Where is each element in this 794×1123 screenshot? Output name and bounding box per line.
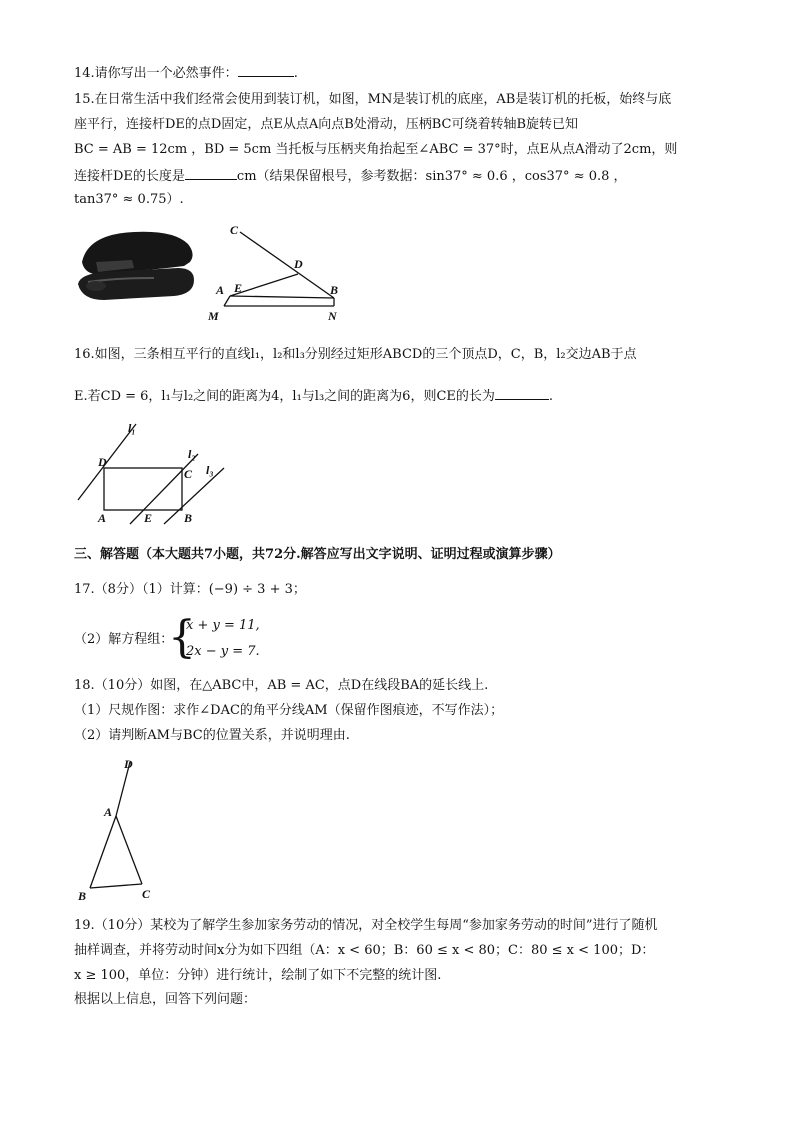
q19-line-2: 抽样调查，并将劳动时间x分为如下四组（A：x < 60；B：60 ≤ x < 80；C：80 ≤ x < 100；D： bbox=[74, 943, 655, 958]
q18-label-C: C bbox=[142, 887, 151, 901]
q18-label-D: D bbox=[124, 757, 133, 771]
q15-figure bbox=[200, 222, 360, 326]
q19-line-4: 根据以上信息，回答下列问题： bbox=[74, 992, 257, 1007]
q16-text-2a: E.若CD = 6，l₁与l₂之间的距离为4，l₁与l₃之间的距离为6，则CE的长为 bbox=[74, 389, 495, 404]
q15-label-A: A bbox=[216, 283, 225, 297]
q16-text-2b: . bbox=[548, 389, 554, 404]
q15-line-5: tan37° ≈ 0.75）. bbox=[74, 192, 184, 207]
q14-end: . bbox=[293, 66, 298, 81]
q16-answer-blank[interactable] bbox=[495, 385, 549, 400]
q17-eq1: x + y = 11, bbox=[186, 618, 260, 633]
q16-figure bbox=[74, 418, 234, 530]
q16-label-l2: l₂ bbox=[188, 447, 196, 461]
q15-answer-blank[interactable] bbox=[185, 165, 237, 180]
q15-label-E: E bbox=[234, 281, 243, 295]
q17-eq2: 2x − y = 7. bbox=[186, 644, 260, 659]
q15-label-D: D bbox=[294, 257, 303, 271]
q16-label-B: B bbox=[184, 511, 193, 525]
q17-brace: { bbox=[168, 612, 196, 663]
q19-line-1: 19.（10分）某校为了解学生参加家务劳动的情况，对全校学生每周“参加家务劳动的时间”进行了随机 bbox=[74, 918, 658, 933]
q17-line-1: 17.（8分）（1）计算：(−9) ÷ 3 + 3； bbox=[74, 582, 306, 597]
q16-line-2 bbox=[74, 385, 553, 407]
section-3-heading: 三、解答题（本大题共7小题，共72分.解答应写出文字说明、证明过程或演算步骤） bbox=[74, 547, 561, 562]
q18-label-A: A bbox=[104, 805, 113, 819]
q14-answer-blank[interactable] bbox=[238, 62, 294, 77]
q18-line-2: （1）尺规作图：求作∠DAC的角平分线AM（保留作图痕迹，不写作法）； bbox=[74, 703, 504, 718]
q15-text-4b: cm（结果保留根号，参考数据：sin37° ≈ 0.6 ，cos37° ≈ 0.8 ， bbox=[236, 169, 627, 184]
q15-line-1: 15.在日常生活中我们经常会使用到装订机，如图，MN是装订机的底座，AB是装订机的托板，始终与底 bbox=[74, 92, 672, 107]
q15-label-M: M bbox=[208, 309, 219, 323]
q16-label-l3: l₃ bbox=[206, 463, 214, 477]
q15-line-3: BC = AB = 12cm ，BD = 5cm 当托板与压柄夹角抬起至∠ABC = 37°时，点E从点A滑动了2cm，则 bbox=[74, 142, 678, 157]
stapler-image bbox=[74, 222, 198, 306]
q14-text: 14.请你写出一个必然事件： bbox=[74, 66, 238, 81]
q16-label-E: E bbox=[144, 511, 153, 525]
q16-label-D: D bbox=[98, 455, 107, 469]
q15-line-2: 座平行，连接杆DE的点D固定，点E从点A向点B处滑动，压柄BC可绕着转轴B旋转已知 bbox=[74, 117, 579, 132]
q15-label-B: B bbox=[330, 283, 339, 297]
q16-label-l1: l₁ bbox=[128, 421, 136, 435]
q17-line-2: （2）解方程组： bbox=[74, 632, 174, 647]
q18-label-B: B bbox=[78, 889, 87, 903]
q15-line-4 bbox=[74, 165, 627, 187]
q17-equation-system bbox=[168, 614, 288, 666]
q16-label-C: C bbox=[184, 467, 193, 481]
q16-line-1: 16.如图，三条相互平行的直线l₁，l₂和l₃分别经过矩形ABCD的三个顶点D，C，B，l₂交边AB于点 bbox=[74, 347, 637, 362]
q16-label-A: A bbox=[98, 511, 107, 525]
q14-line bbox=[74, 62, 298, 84]
q18-line-1: 18.（10分）如图，在△ABC中，AB = AC，点D在线段BA的延长线上. bbox=[74, 678, 489, 693]
q18-figure bbox=[74, 756, 170, 906]
q19-line-3: x ≥ 100，单位：分钟）进行统计，绘制了如下不完整的统计图. bbox=[74, 968, 442, 983]
q18-line-3: （2）请判断AM与BC的位置关系，并说明理由. bbox=[74, 728, 350, 743]
q15-label-N: N bbox=[328, 309, 337, 323]
q15-label-C: C bbox=[230, 223, 239, 237]
q15-text-4a: 连接杆DE的长度是 bbox=[74, 169, 185, 184]
